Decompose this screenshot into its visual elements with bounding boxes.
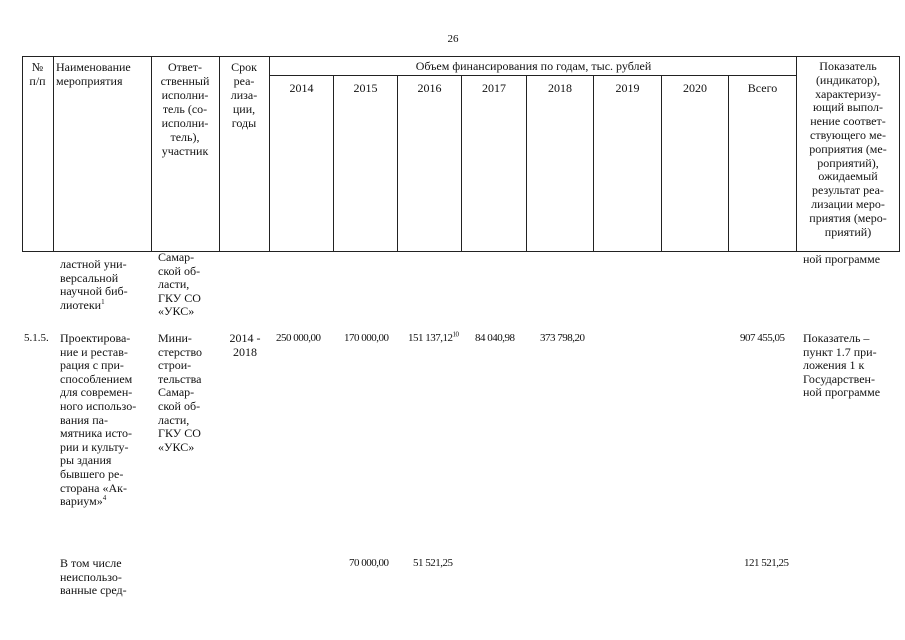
page-number: 26 (447, 33, 459, 45)
funding-subheader-line (270, 75, 797, 76)
col-border (593, 75, 594, 252)
footnote-mark: 10 (452, 330, 459, 339)
continuation-indicator: ной программе (803, 252, 881, 266)
col-border (333, 75, 334, 252)
header-funding-title: Объем финансирования по годам, тыс. рублей (415, 59, 652, 73)
header-year-2014: 2014 (289, 81, 314, 95)
row-515-value-2017: 84 040,98 (475, 332, 515, 344)
row-515-responsible: Мини- стерство строи- тельства Самар- ской об- ласти, ГКУ СО «УКС» (158, 331, 203, 454)
row-515-name: Проектирова- ние и рестав- рация с при- способлением для современ- ного использо- вания па- мятника исто- рии и культу- ры здания бывшего ре- сторана «Ак- вариум»$^4$ (60, 331, 137, 509)
col-border (899, 56, 900, 252)
header-responsible: Ответ- ственный исполни- тель (со- исполни- тель), участник (160, 60, 210, 158)
table-top-border (22, 56, 900, 57)
header-num: № п/п (29, 60, 46, 88)
header-name: Наименование мероприятия (56, 60, 131, 88)
continuation-responsible: Самар- ской об- ласти, ГКУ СО «УКС» (158, 250, 201, 319)
row-515-value-2018: 373 798,20 (540, 332, 585, 344)
header-year-2016: 2016 (417, 81, 442, 95)
continuation-name: ластной уни- версальной научной биб- лиотеки$^1$ (60, 257, 128, 312)
row-incl-value-2015: 70 000,00 (349, 557, 389, 569)
header-year-2017: 2017 (482, 81, 506, 95)
row-incl-name: В том числе неиспользо- ванные сред- (60, 556, 127, 598)
col-border (397, 75, 398, 252)
row-515-total: 907 455,05 (740, 332, 785, 344)
row-515-value-2014: 250 000,00 (276, 332, 321, 344)
header-year-2020: 2020 (683, 81, 707, 95)
row-515-term: 2014 - 2018 (229, 331, 261, 359)
row-515-indicator: Показатель – пункт 1.7 при- ложения 1 к Государствен- ной программе (803, 331, 881, 400)
row-515-value-2015: 170 000,00 (344, 332, 389, 344)
footnote-mark: 1 (101, 297, 105, 306)
header-year-2018: 2018 (548, 81, 572, 95)
header-term: Срок реа- лиза- ции, годы (230, 60, 258, 130)
row-515-value-2016: 151 137,12$^{10}$ (408, 330, 459, 344)
row-515-num: 5.1.5. (24, 332, 49, 344)
footnote-mark: 4 (102, 494, 107, 503)
col-border (526, 75, 527, 252)
header-total: Всего (747, 81, 778, 95)
col-border (728, 75, 729, 252)
col-border (461, 75, 462, 252)
row-incl-total: 121 521,25 (744, 557, 789, 569)
header-year-2015: 2015 (353, 81, 378, 95)
col-border (53, 56, 54, 252)
col-border (661, 75, 662, 252)
row-incl-value-2016: 51 521,25 (413, 557, 453, 569)
header-indicator: Показатель (индикатор), характеризу- ющий выпол- нение соответ- ствующего ме- роприятия (ме- роприятий), ожидаемый результат реа- лизации меро- приятия (меро- приятий) (809, 59, 887, 239)
header-year-2019: 2019 (615, 81, 640, 95)
